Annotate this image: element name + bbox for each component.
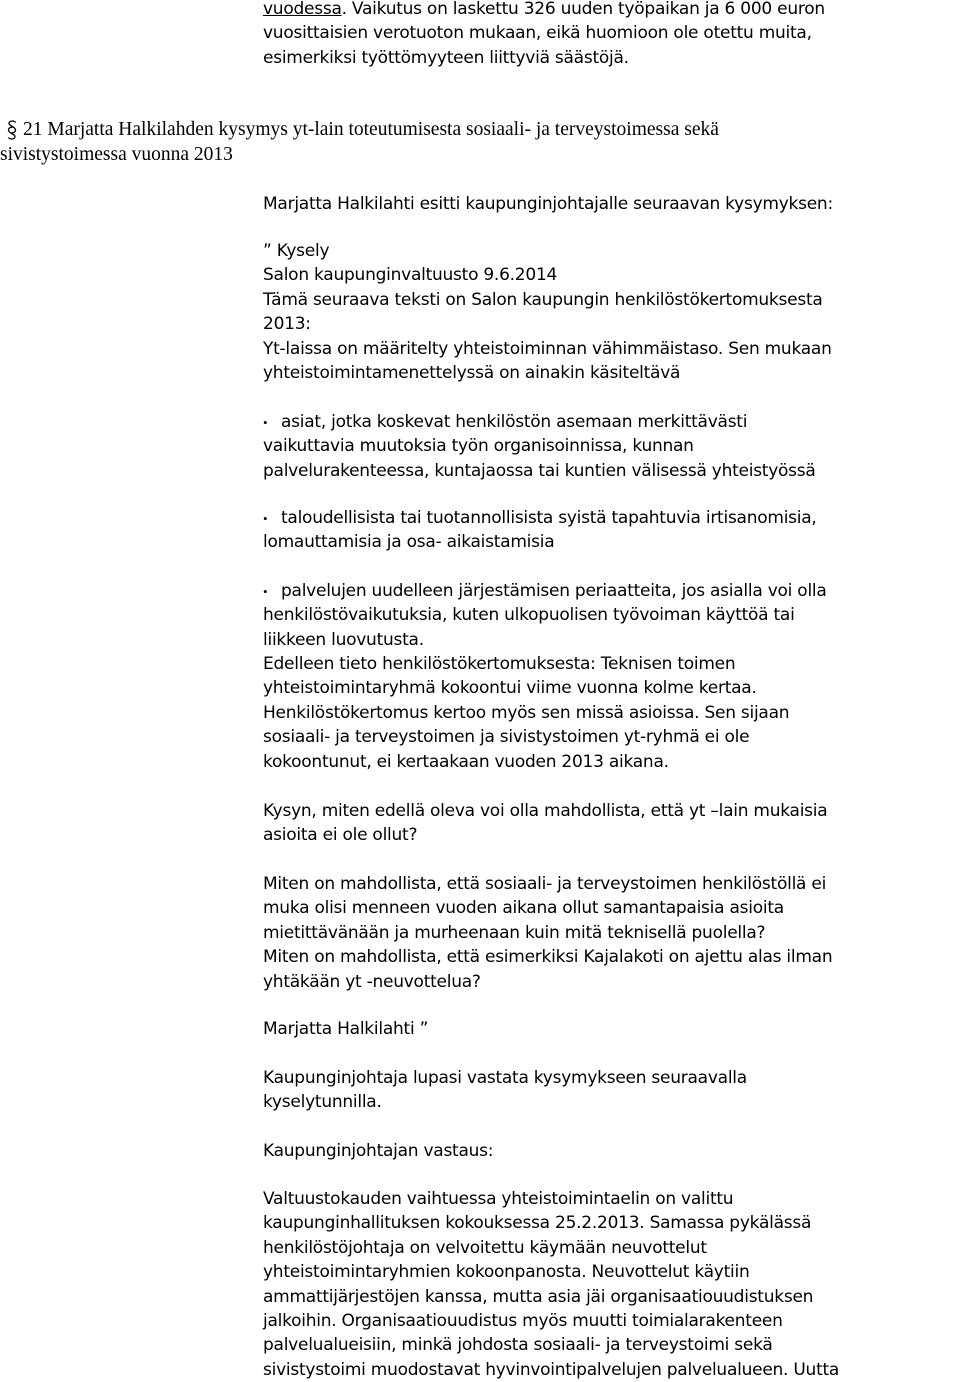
item-title-line-2: sivistystoimessa vuonna 2013: [0, 144, 233, 165]
question-paragraph: Kysyn, miten edellä oleva voi olla mahdollista, että yt –lain mukaisia asioita ei ole ollut?: [263, 801, 828, 846]
intro-paragraph: Marjatta Halkilahti esitti kaupunginjohtajalle seuraavan kysymyksen:: [263, 194, 833, 214]
bullet-icon: •: [263, 415, 268, 430]
list-item: taloudellisista tai tuotannollisista syistä tapahtuvia irtisanomisia, lomauttamisia ja osa- aikaistamisia: [263, 508, 817, 553]
answer-label: Kaupunginjohtajan vastaus:: [263, 1141, 494, 1161]
continuation-paragraph: Edelleen tieto henkilöstökertomuksesta: Teknisen toimen yhteistoimintaryhmä kokoontui viime vuonna kolme kertaa. Henkilöstökertomus kertoo myös sen missä asioissa. Sen sijaan sosiaali- ja terveystoimen ja sivistystoimen yt-ryhmä ei ole kokoontunut, ei kertaakaan vuoden 2013 aikana.: [263, 654, 790, 772]
vuodessa-link[interactable]: vuodessa: [263, 0, 342, 19]
answer-paragraph: Valtuustokauden vaihtuessa yhteistoimintaelin on valittu kaupunginhallituksen kokouksessa 25.2.2013. Samassa pykälässä henkilöstöjohtaja on velvoitettu käymään neuvottelut yhteistoimintaryhmien kokoonpanosta. Neuvottelut käytiin ammattijärjestöjen kanssa, mutta asia jäi organisaatiouudistuksen jalkoihin. Organisaatiouudistus myös muutti toimialarakenteen palvelualueisiin, minkä johdosta sosiaali- ja terveystoimi sekä sivistystoimi muodostavat hyvinvointipalvelujen palvelualueen. Uutta: [263, 1189, 840, 1380]
how-paragraph: Miten on mahdollista, että sosiaali- ja terveystoimen henkilöstöllä ei muka olisi menneen vuoden aikana ollut samantapaisia asioita mietittävänään ja murheenaan kuin mitä teknisellä puolella? Miten on mahdollista, että esimerkiksi Kajalakoti on ajettu alas ilman yhtäkään yt -neuvottelua?: [263, 874, 833, 992]
item-title-continued: [0, 143, 233, 167]
list-item: asiat, jotka koskevat henkilöstön asemaan merkittävästi vaikuttavia muutoksia työn organisoinnissa, kunnan palvelurakenteessa, kuntajaossa tai kuntien välisessä yhteistyössä: [263, 412, 816, 481]
section-sign-icon: [5, 118, 19, 142]
item-title-line-1: 21 Marjatta Halkilahden kysymys yt-lain toteutumisesta sosiaali- ja terveystoimessa sekä: [23, 119, 719, 140]
list-item: palvelujen uudelleen järjestämisen periaatteita, jos asialla voi olla henkilöstövaikutuksia, kuten ulkopuolisen työvoiman käyttöä tai liikkeen luovutusta.: [263, 581, 827, 650]
promise-paragraph: Kaupunginjohtaja lupasi vastata kysymykseen seuraavalla kyselytunnilla.: [263, 1068, 747, 1113]
item-title: [23, 118, 719, 142]
quote-kysely: ” Kysely: [263, 241, 330, 261]
top-paragraph-line-3: esimerkiksi työttömyyteen liittyviä säästöjä.: [263, 47, 629, 68]
question-header: ” Kysely Salon kaupunginvaltuusto 9.6.2014 Tämä seuraava teksti on Salon kaupungin henkilöstökertomuksesta 2013: Yt-laissa on määritelty yhteistoiminnan vähimmäistaso. Sen mukaan yhteistoimintamenettelyssä on ainakin käsiteltävä: [263, 241, 832, 384]
top-paragraph-line-1: vuodessa. Vaikutus on laskettu 326 uuden työpaikan ja 6 000 euron: [263, 0, 825, 19]
bullet-icon: •: [263, 584, 268, 599]
top-paragraph-line-2: vuosittaisien verotuoton mukaan, eikä huomioon ole otettu muita,: [263, 23, 812, 44]
top-paragraph: [263, 0, 825, 70]
bullet-icon: •: [263, 511, 268, 526]
signature: Marjatta Halkilahti ”: [263, 1019, 429, 1039]
